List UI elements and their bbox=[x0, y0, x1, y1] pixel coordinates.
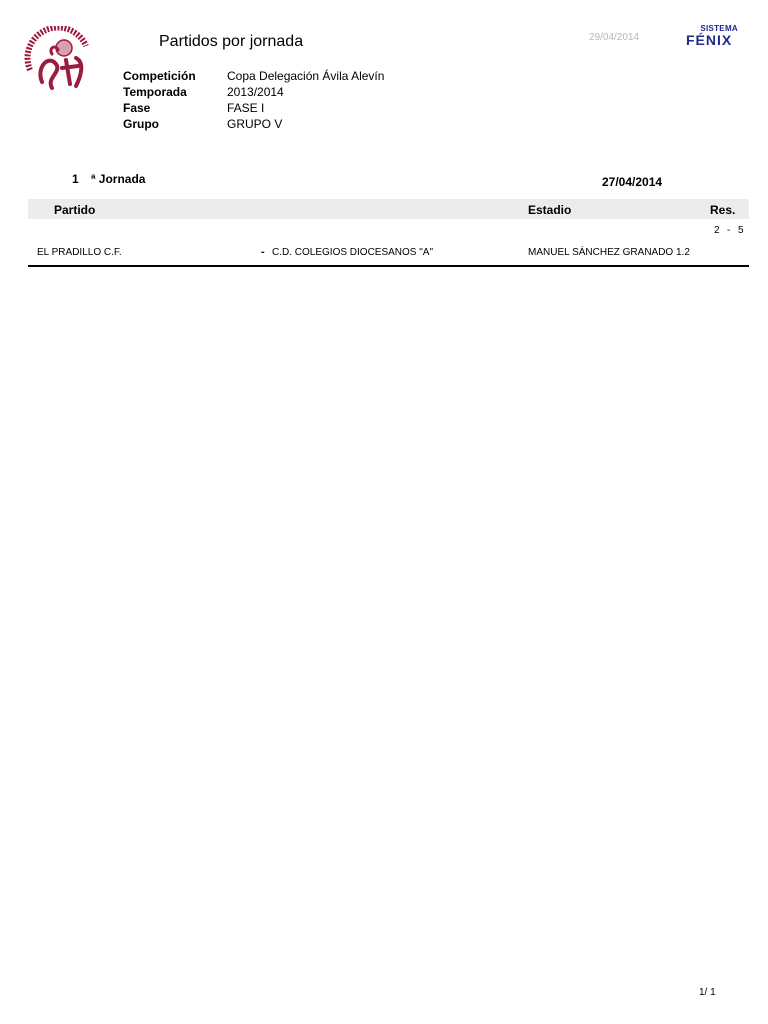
table-header bbox=[28, 199, 749, 219]
competition-label: Competición bbox=[123, 69, 196, 83]
season-label: Temporada bbox=[123, 85, 187, 99]
competition-value: Copa Delegación Ávila Alevín bbox=[227, 69, 385, 83]
result-separator: - bbox=[727, 225, 731, 236]
group-label: Grupo bbox=[123, 117, 159, 131]
away-team: C.D. COLEGIOS DIOCESANOS "A" bbox=[272, 247, 434, 258]
season-value: 2013/2014 bbox=[227, 85, 284, 99]
header-stadium: Estadio bbox=[528, 203, 572, 217]
report-title: Partidos por jornada bbox=[159, 33, 304, 50]
sistema-fenix-logo bbox=[684, 24, 744, 48]
row-divider bbox=[28, 265, 749, 267]
phase-label: Fase bbox=[123, 101, 151, 115]
print-date: 29/04/2014 bbox=[589, 32, 640, 43]
round-label: ª Jornada bbox=[91, 172, 146, 186]
header-match: Partido bbox=[54, 203, 96, 217]
sistema-label: SISTEMA bbox=[700, 24, 738, 33]
header-result: Res. bbox=[710, 203, 736, 217]
page-number: 1/ 1 bbox=[699, 987, 716, 998]
match-separator: - bbox=[261, 246, 265, 258]
stadium-name: MANUEL SÁNCHEZ GRANADO 1.2 bbox=[528, 247, 690, 258]
away-goals: 5 bbox=[738, 225, 744, 236]
round-number: 1 bbox=[72, 172, 79, 186]
home-goals: 2 bbox=[714, 225, 720, 236]
fenix-label: FÉNIX bbox=[686, 32, 733, 48]
round-date: 27/04/2014 bbox=[602, 175, 663, 189]
home-team: EL PRADILLO C.F. bbox=[37, 247, 122, 258]
federation-logo bbox=[22, 26, 94, 92]
phase-value: FASE I bbox=[227, 101, 265, 115]
group-value: GRUPO V bbox=[227, 117, 283, 131]
